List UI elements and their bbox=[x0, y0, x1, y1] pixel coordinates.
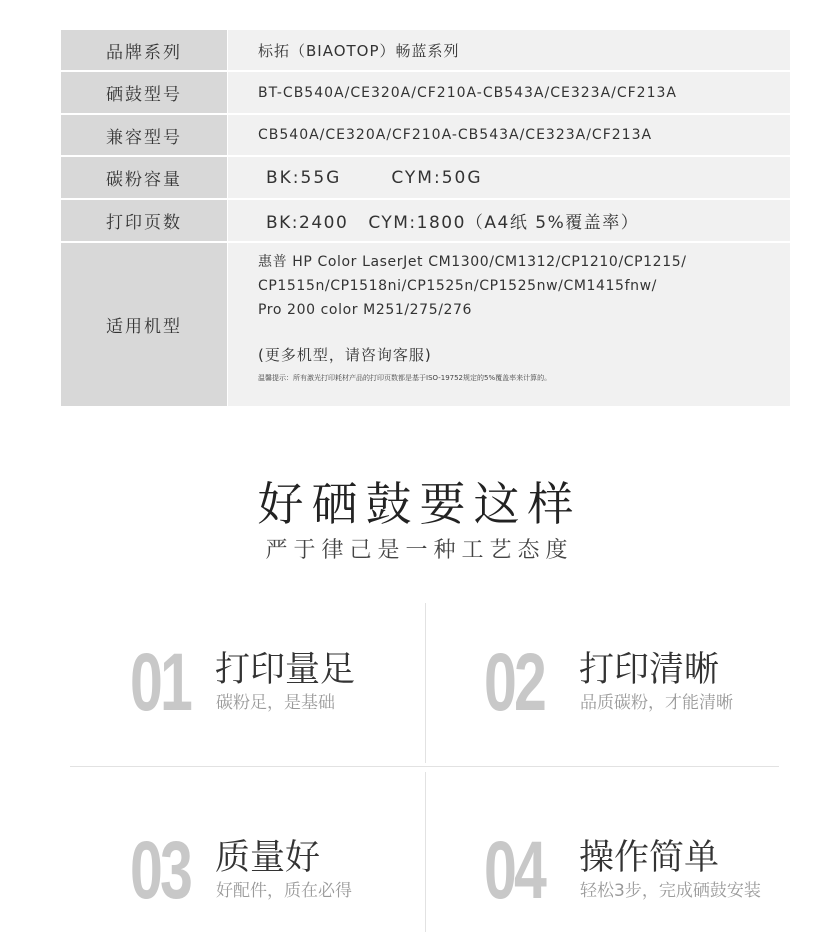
feature-title: 质量好 bbox=[215, 838, 321, 878]
feature-number: 04 bbox=[484, 825, 544, 916]
divider-vertical-bottom bbox=[425, 772, 426, 932]
feature-subtitle: 碳粉足，是基础 bbox=[216, 693, 335, 713]
feature-title: 打印量足 bbox=[215, 650, 356, 690]
spec-label: 品牌系列 bbox=[61, 30, 228, 71]
spec-row-toner-capacity bbox=[61, 156, 790, 199]
feature-subtitle: 好配件，质在必得 bbox=[216, 881, 352, 901]
warm-tip: 温馨提示：所有激光打印耗材产品的打印页数都是基于ISO-19752规定的5%覆盖率来计算的。 bbox=[258, 374, 552, 382]
feature-number: 01 bbox=[130, 637, 190, 728]
spec-value: CB540A/CE320A/CF210A-CB543A/CE323A/CF213A bbox=[228, 114, 791, 156]
spec-value: BT-CB540A/CE320A/CF210A-CB543A/CE323A/CF213A bbox=[228, 71, 791, 114]
feature-number: 03 bbox=[130, 825, 190, 916]
spec-label: 碳粉容量 bbox=[61, 156, 228, 199]
printer-line: Pro 200 color M251/275/276 bbox=[258, 302, 473, 318]
feature-subtitle: 轻松3步，完成硒鼓安装 bbox=[580, 881, 761, 901]
feature-title: 打印清晰 bbox=[579, 650, 720, 690]
spec-label: 适用机型 bbox=[61, 242, 228, 406]
spec-label: 兼容型号 bbox=[61, 114, 228, 156]
spec-row-brand bbox=[61, 30, 790, 71]
toner-cym: CYM:50G bbox=[391, 167, 483, 188]
divider-horizontal bbox=[70, 766, 779, 767]
yield-cym: CYM:1800（A4纸 5%覆盖率） bbox=[368, 213, 640, 233]
section-subtitle: 严于律己是一种工艺态度 bbox=[265, 538, 574, 563]
toner-bk: BK:55G bbox=[266, 167, 342, 188]
spec-row-compatible-printers bbox=[61, 242, 790, 406]
spec-row-cartridge-model bbox=[61, 71, 790, 114]
spec-label: 打印页数 bbox=[61, 199, 228, 242]
spec-row-page-yield bbox=[61, 199, 790, 242]
printer-line: CP1515n/CP1518ni/CP1525n/CP1525nw/CM1415fnw/ bbox=[258, 278, 657, 294]
section-title: 好硒鼓要这样 bbox=[257, 477, 582, 531]
spec-value bbox=[228, 242, 791, 406]
feature-subtitle: 品质碳粉，才能清晰 bbox=[580, 693, 733, 713]
feature-number: 02 bbox=[484, 637, 544, 728]
spec-value bbox=[228, 199, 791, 242]
spec-row-compatible-model bbox=[61, 114, 790, 156]
divider-vertical-top bbox=[425, 603, 426, 763]
yield-bk: BK:2400 bbox=[266, 213, 349, 233]
spec-value: 标拓（BIAOTOP）畅蓝系列 bbox=[228, 30, 791, 71]
spec-label: 硒鼓型号 bbox=[61, 71, 228, 114]
feature-title: 操作简单 bbox=[579, 838, 720, 878]
spec-table bbox=[61, 30, 790, 406]
more-models-note: (更多机型，请咨询客服) bbox=[258, 346, 432, 364]
printer-line: 惠普 HP Color LaserJet CM1300/CM1312/CP1210/CP1215/ bbox=[258, 254, 687, 270]
spec-value bbox=[228, 156, 791, 199]
